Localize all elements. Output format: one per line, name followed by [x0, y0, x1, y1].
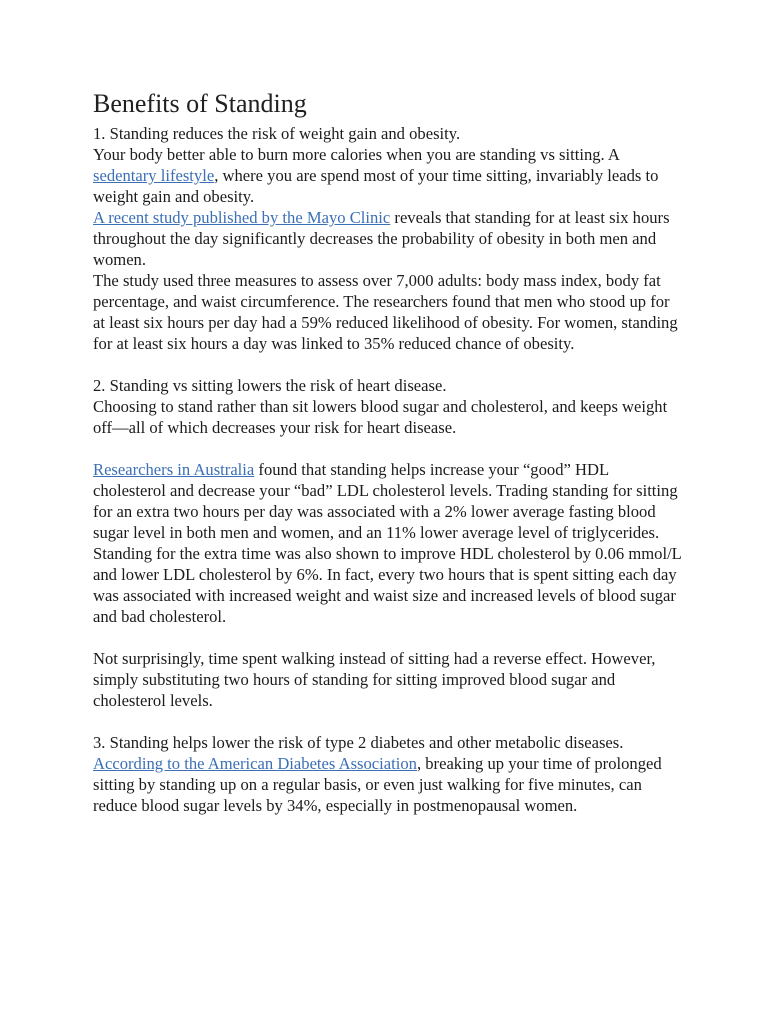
section1-heading: 1. Standing reduces the risk of weight gain and obesity. [93, 124, 461, 143]
mayo-clinic-study-link[interactable]: A recent study published by the Mayo Clinic [93, 208, 391, 227]
paragraph-spacer [93, 354, 683, 375]
document-page [93, 88, 683, 816]
section2-paragraph2 [93, 459, 683, 543]
section3-paragraph1-text: , breaking up your time of prolonged sitting by standing up on a regular basis, or even just walking for five minutes, can reduce blood sugar levels by 34%, especially in postmenopausal women. [93, 754, 662, 815]
paragraph-spacer [93, 627, 683, 648]
section1-paragraph1 [93, 144, 683, 207]
document-title: Benefits of Standing [93, 89, 307, 118]
section2-paragraph2-text: found that standing helps increase your “good” HDL cholesterol and decrease your “bad” LDL cholesterol levels. Trading standing for sitting for an extra two hours per day was associated with a 2% lower average fasting blood sugar level in both men and women, and an 11% lower average level of triglycerides. [93, 460, 678, 542]
section2-heading: 2. Standing vs sitting lowers the risk of heart disease. [93, 376, 447, 395]
section1-paragraph2 [93, 207, 683, 270]
section2-paragraph3: Standing for the extra time was also shown to improve HDL cholesterol by 0.06 mmol/L and lower LDL cholesterol by 6%. In fact, every two hours that is spent sitting each day was associated with increased weight and waist size and increased levels of blood sugar and bad cholesterol. [93, 544, 682, 626]
paragraph-spacer [93, 711, 683, 732]
section1-paragraph1-text-a: Your body better able to burn more calories when you are standing vs sitting. A [93, 145, 619, 164]
american-diabetes-association-link[interactable]: According to the American Diabetes Association [93, 754, 417, 773]
section1-paragraph3: The study used three measures to assess over 7,000 adults: body mass index, body fat percentage, and waist circumference. The researchers found that men who stood up for at least six hours per day had a 59% reduced likelihood of obesity. For women, standing for at least six hours a day was linked to 35% reduced chance of obesity. [93, 271, 678, 353]
section1-paragraph2-text: reveals that standing for at least six hours throughout the day significantly decreases the probability of obesity in both men and women. [93, 208, 670, 269]
section3-heading: 3. Standing helps lower the risk of type 2 diabetes and other metabolic diseases. [93, 733, 624, 752]
section3-paragraph1 [93, 753, 683, 816]
section1-paragraph1-text-b: , where you are spend most of your time sitting, invariably leads to weight gain and obesity. [93, 166, 659, 206]
sedentary-lifestyle-link[interactable]: sedentary lifestyle [93, 166, 215, 185]
section2-paragraph1: Choosing to stand rather than sit lowers blood sugar and cholesterol, and keeps weight off—all of which decreases your risk for heart disease. [93, 397, 668, 437]
paragraph-spacer [93, 438, 683, 459]
researchers-australia-link[interactable]: Researchers in Australia [93, 460, 255, 479]
section2-paragraph4: Not surprisingly, time spent walking instead of sitting had a reverse effect. However, simply substituting two hours of standing for sitting improved blood sugar and cholesterol levels. [93, 649, 656, 710]
